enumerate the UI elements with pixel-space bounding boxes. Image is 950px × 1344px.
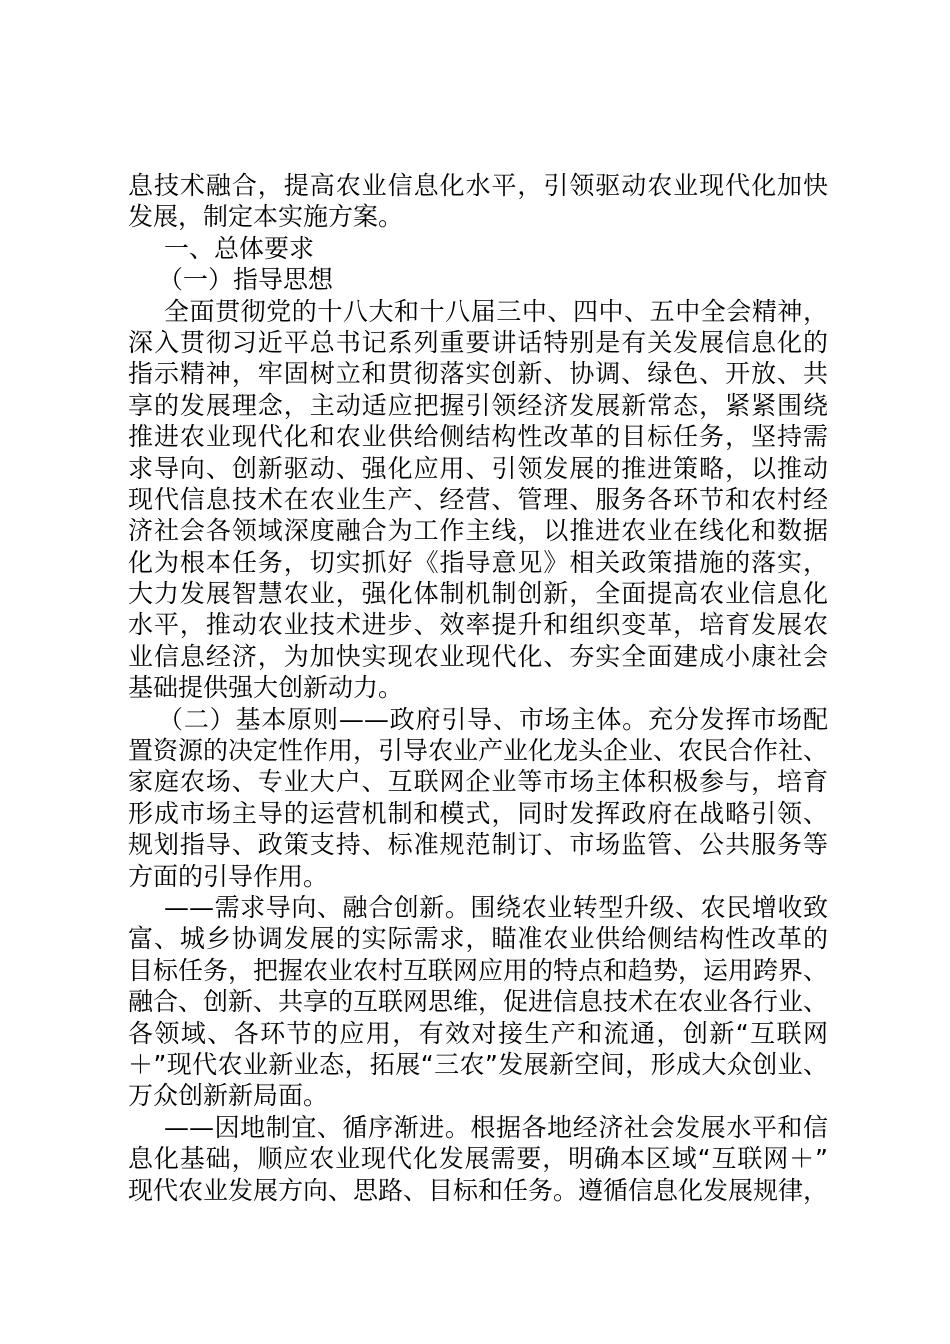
- text-line: 一、总体要求: [164, 233, 315, 263]
- text-line: ＋”现代农业新业态，拓展“三农”发展新空间，形成大众创业、: [128, 1049, 828, 1079]
- text-line: 家庭农场、专业大户、互联网企业等市场主体积极参与，培育: [128, 767, 828, 797]
- text-line: 指示精神，牢固树立和贯彻落实创新、协调、绿色、开放、共: [128, 359, 828, 389]
- text-line: 大力发展智慧农业，强化体制机制创新，全面提高农业信息化: [128, 579, 828, 609]
- document-body: [128, 170, 828, 1206]
- text-line: 现代农业发展方向、思路、目标和任务。遵循信息化发展规律，: [128, 1175, 829, 1205]
- text-line: 业信息经济，为加快实现农业现代化、夯实全面建成小康社会: [128, 641, 828, 671]
- text-line: 目标任务，把握农业农村互联网应用的特点和趋势，运用跨界、: [128, 955, 829, 985]
- text-line: 化为根本任务，切实抓好《指导意见》相关政策措施的落实，: [128, 547, 828, 577]
- text-line: 求导向、创新驱动、强化应用、引领发展的推进策略，以推动: [128, 453, 828, 483]
- text-line: 基础提供强大创新动力。: [128, 673, 404, 703]
- text-line: 各领域、各环节的应用，有效对接生产和流通，创新“互联网: [128, 1018, 828, 1048]
- text-line: 水平，推动农业技术进步、效率提升和组织变革，培育发展农: [128, 610, 828, 640]
- text-line: ——因地制宜、循序渐进。根据各地经济社会发展水平和信: [164, 1112, 828, 1142]
- text-line: （二）基本原则——政府引导、市场主体。充分发挥市场配: [158, 704, 828, 734]
- text-line: （一）指导思想: [158, 265, 334, 295]
- text-line: 万众创新新局面。: [128, 1081, 329, 1111]
- text-line: 息化基础，顺应农业现代化发展需要，明确本区域“互联网＋”: [128, 1144, 828, 1174]
- text-line: 形成市场主导的运营机制和模式，同时发挥政府在战略引领、: [128, 798, 828, 828]
- text-line: 深入贯彻习近平总书记系列重要讲话特别是有关发展信息化的: [128, 327, 828, 357]
- text-line: 息技术融合，提高农业信息化水平，引领驱动农业现代化加快: [128, 171, 828, 200]
- text-line: 全面贯彻党的十八大和十八届三中、四中、五中全会精神，: [164, 296, 828, 326]
- text-line: 方面的引导作用。: [128, 861, 329, 891]
- text-line: 推进农业现代化和农业供给侧结构性改革的目标任务，坚持需: [128, 422, 828, 452]
- text-line: 享的发展理念，主动适应把握引领经济发展新常态，紧紧围绕: [128, 390, 828, 420]
- text-line: 融合、创新、共享的互联网思维，促进信息技术在农业各行业、: [128, 987, 829, 1017]
- text-line: 规划指导、政策支持、标准规范制订、市场监管、公共服务等: [128, 830, 828, 860]
- text-line: 富、城乡协调发展的实际需求，瞄准农业供给侧结构性改革的: [128, 924, 828, 954]
- text-line: 发展，制定本实施方案。: [128, 202, 404, 232]
- text-line: 现代信息技术在农业生产、经营、管理、服务各环节和农村经: [128, 484, 828, 514]
- text-line: ——需求导向、融合创新。围绕农业转型升级、农民增收致: [164, 892, 828, 922]
- text-line: 济社会各领域深度融合为工作主线，以推进农业在线化和数据: [128, 516, 828, 546]
- text-line: 置资源的决定性作用，引导农业产业化龙头企业、农民合作社、: [128, 736, 829, 766]
